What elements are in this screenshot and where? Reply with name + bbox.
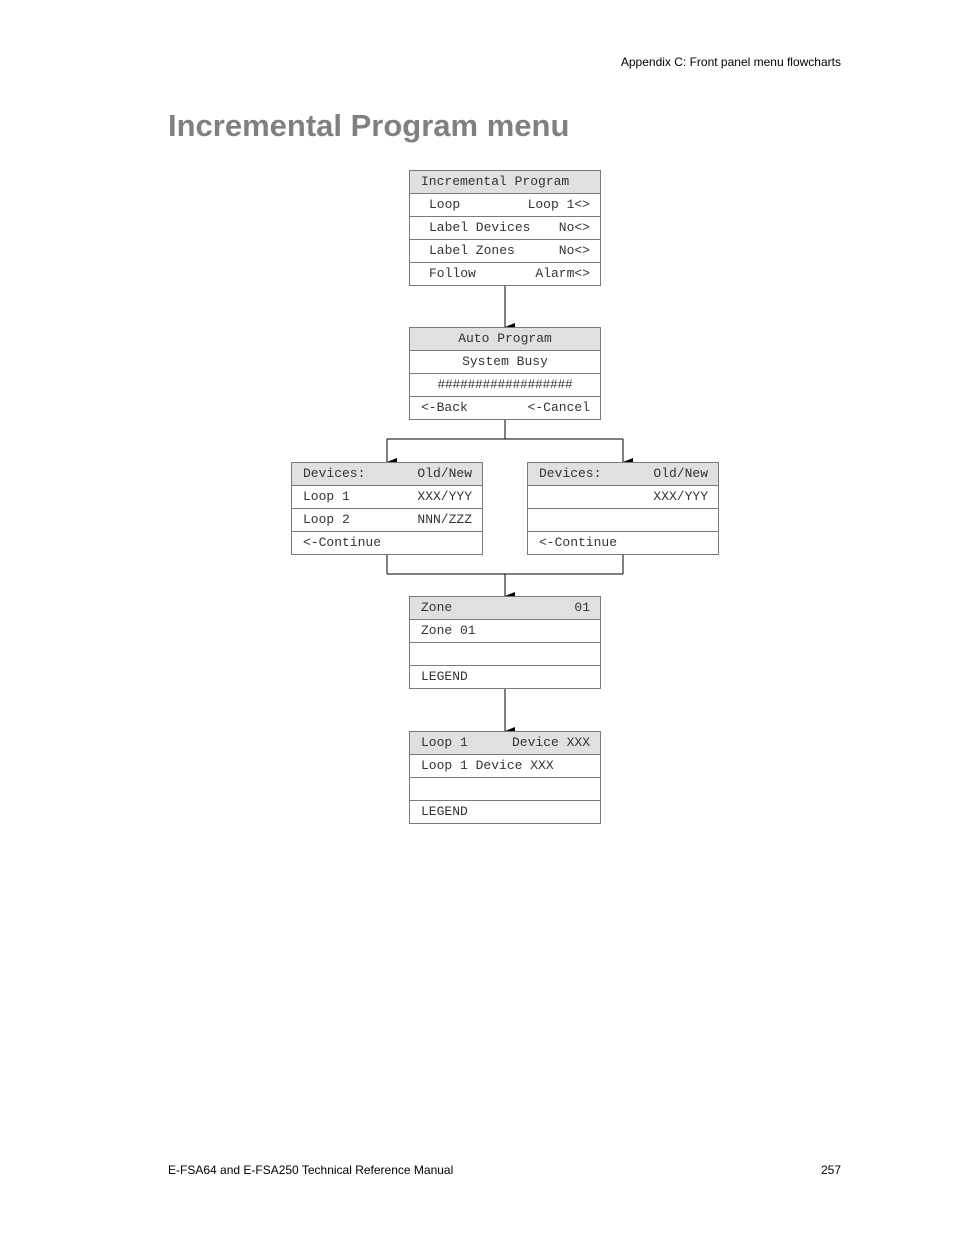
system-busy-status: System Busy (410, 350, 600, 373)
zone-screen (409, 596, 601, 689)
empty-row (410, 642, 600, 665)
device-legend: LEGEND (410, 800, 600, 823)
loop-2-devices-row (292, 508, 482, 531)
device-header-loop: Loop 1 (421, 735, 468, 750)
devices-header-label: Devices: (303, 466, 366, 481)
progress-bar: ################## (410, 373, 600, 396)
devices-summary-screen-single-loop (527, 462, 719, 555)
device-header-device: Device XXX (511, 735, 590, 750)
loop-value: Loop 1<> (527, 197, 590, 212)
continue-button[interactable]: <-Continue (528, 531, 718, 554)
incremental-program-screen (409, 170, 601, 286)
cancel-button[interactable]: <-Cancel (527, 400, 590, 415)
page-number: 257 (820, 1163, 841, 1177)
devices-header-label: Devices: (539, 466, 602, 481)
label-devices-label: Label Devices (429, 220, 531, 235)
devices-header (528, 463, 718, 485)
loop-1-count: XXX/YYY (417, 489, 472, 504)
devices-count-row: XXX/YYY (528, 485, 718, 508)
auto-program-title: Auto Program (410, 328, 600, 350)
follow-value: Alarm<> (535, 266, 590, 281)
label-devices-value: No<> (558, 220, 590, 235)
incremental-program-title: Incremental Program (410, 171, 600, 193)
loop-2-label: Loop 2 (303, 512, 350, 527)
zone-header (410, 597, 600, 619)
running-header: Appendix C: Front panel menu flowcharts (620, 55, 841, 69)
label-zones-label: Label Zones (429, 243, 515, 258)
devices-header (292, 463, 482, 485)
device-name[interactable]: Loop 1 Device XXX (410, 754, 600, 777)
auto-program-screen (409, 327, 601, 420)
loop-1-label: Loop 1 (303, 489, 350, 504)
zone-legend: LEGEND (410, 665, 600, 688)
device-header (410, 732, 600, 754)
device-screen (409, 731, 601, 824)
empty-row (410, 777, 600, 800)
devices-header-value: Old/New (417, 466, 472, 481)
follow-label: Follow (429, 266, 476, 281)
devices-header-value: Old/New (653, 466, 708, 481)
label-devices-option[interactable] (410, 216, 600, 239)
loop-2-count: NNN/ZZZ (417, 512, 472, 527)
zone-name[interactable]: Zone 01 (410, 619, 600, 642)
page-title: Incremental Program menu (168, 108, 570, 143)
zone-header-number: 01 (574, 600, 590, 615)
loop-option[interactable] (410, 193, 600, 216)
empty-row (528, 508, 718, 531)
auto-program-actions (410, 396, 600, 419)
label-zones-value: No<> (558, 243, 590, 258)
footer-manual-title: E-FSA64 and E-FSA250 Technical Reference Manual (168, 1163, 454, 1177)
back-button[interactable]: <-Back (421, 400, 468, 415)
devices-summary-screen-multi-loop (291, 462, 483, 555)
zone-header-label: Zone (421, 600, 453, 615)
loop-label: Loop (429, 197, 461, 212)
loop-1-devices-row (292, 485, 482, 508)
label-zones-option[interactable] (410, 239, 600, 262)
continue-button[interactable]: <-Continue (292, 531, 482, 554)
follow-option[interactable] (410, 262, 600, 285)
